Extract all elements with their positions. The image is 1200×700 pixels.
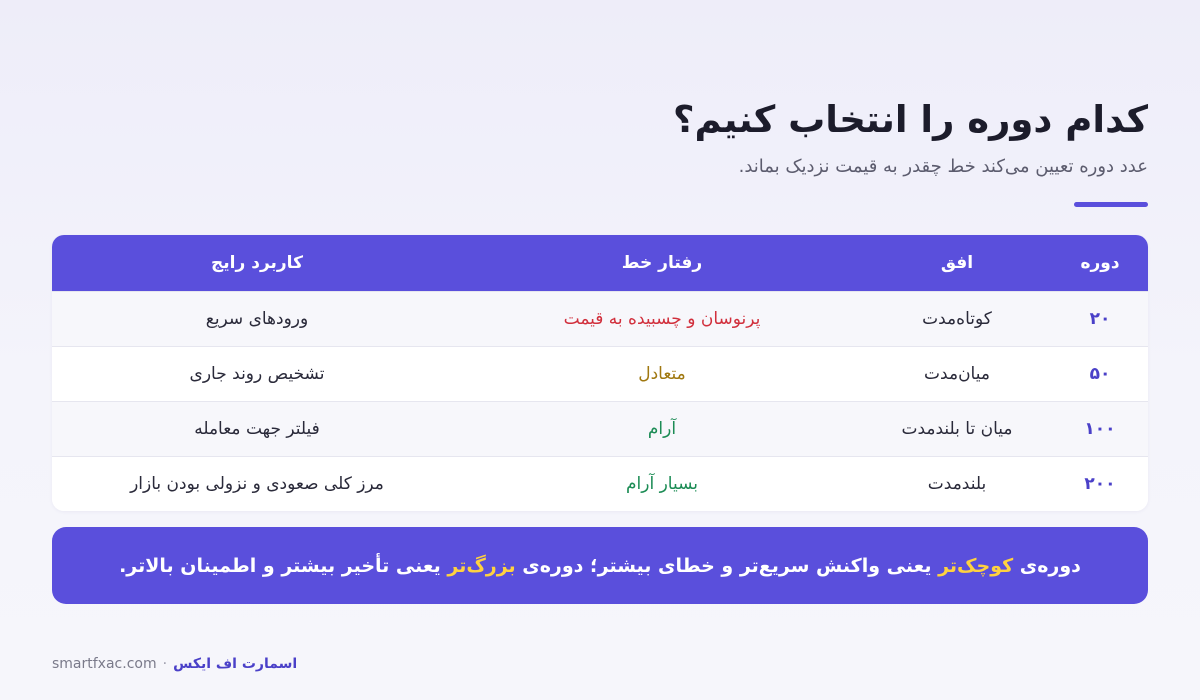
cell-horizon: میان تا بلندمدت <box>862 402 1052 457</box>
cell-horizon: میان‌مدت <box>862 347 1052 402</box>
page-title: کدام دوره را انتخاب کنیم؟ <box>673 98 1148 141</box>
cell-period: ۲۰ <box>1052 292 1148 347</box>
cell-period: ۱۰۰ <box>1052 402 1148 457</box>
header <box>52 92 1148 182</box>
header-period: دوره <box>1080 253 1120 273</box>
cell-behavior: پرنوسان و چسبیده به قیمت <box>462 292 862 347</box>
callout-part-3: یعنی تأخیر بیشتر و اطمینان بالاتر. <box>119 554 448 577</box>
footer-brand: اسمارت اف ایکس <box>173 656 298 672</box>
table-header-row <box>52 235 1148 292</box>
footer-site: smartfxac.com <box>52 656 157 672</box>
header-usage: کاربرد رایج <box>211 253 303 273</box>
cell-usage: فیلتر جهت معامله <box>52 402 462 457</box>
summary-callout <box>52 527 1148 604</box>
cell-usage: تشخیص روند جاری <box>52 347 462 402</box>
callout-part-2: یعنی واکنش سریع‌تر و خطای بیشتر؛ دوره‌ی <box>515 554 939 577</box>
cell-behavior: متعادل <box>462 347 862 402</box>
callout-highlight-larger: بزرگ‌تر <box>447 554 516 577</box>
header-behavior: رفتار خط <box>621 253 703 273</box>
page-subtitle: عدد دوره تعیین می‌کند خط چقدر به قیمت نزدیک بماند. <box>738 156 1148 177</box>
footer-separator: · <box>162 656 168 672</box>
cell-period: ۲۰۰ <box>1052 457 1148 512</box>
callout-text <box>119 555 1081 577</box>
table-row <box>52 402 1148 457</box>
cell-behavior: آرام <box>462 402 862 457</box>
table-row <box>52 347 1148 402</box>
cell-period: ۵۰ <box>1052 347 1148 402</box>
callout-part-1: دوره‌ی <box>1013 554 1081 577</box>
cell-horizon: بلندمدت <box>862 457 1052 512</box>
table-row <box>52 292 1148 347</box>
cell-horizon: کوتاه‌مدت <box>862 292 1052 347</box>
cell-usage: مرز کلی صعودی و نزولی بودن بازار <box>52 457 462 512</box>
footer <box>52 656 297 672</box>
cell-usage: ورودهای سریع <box>52 292 462 347</box>
table-row <box>52 457 1148 512</box>
header-horizon: افق <box>940 253 974 273</box>
callout-highlight-smaller: کوچک‌تر <box>938 554 1014 577</box>
cell-behavior: بسیار آرام <box>462 457 862 512</box>
period-table <box>52 235 1148 511</box>
title-accent-line <box>1074 202 1148 207</box>
